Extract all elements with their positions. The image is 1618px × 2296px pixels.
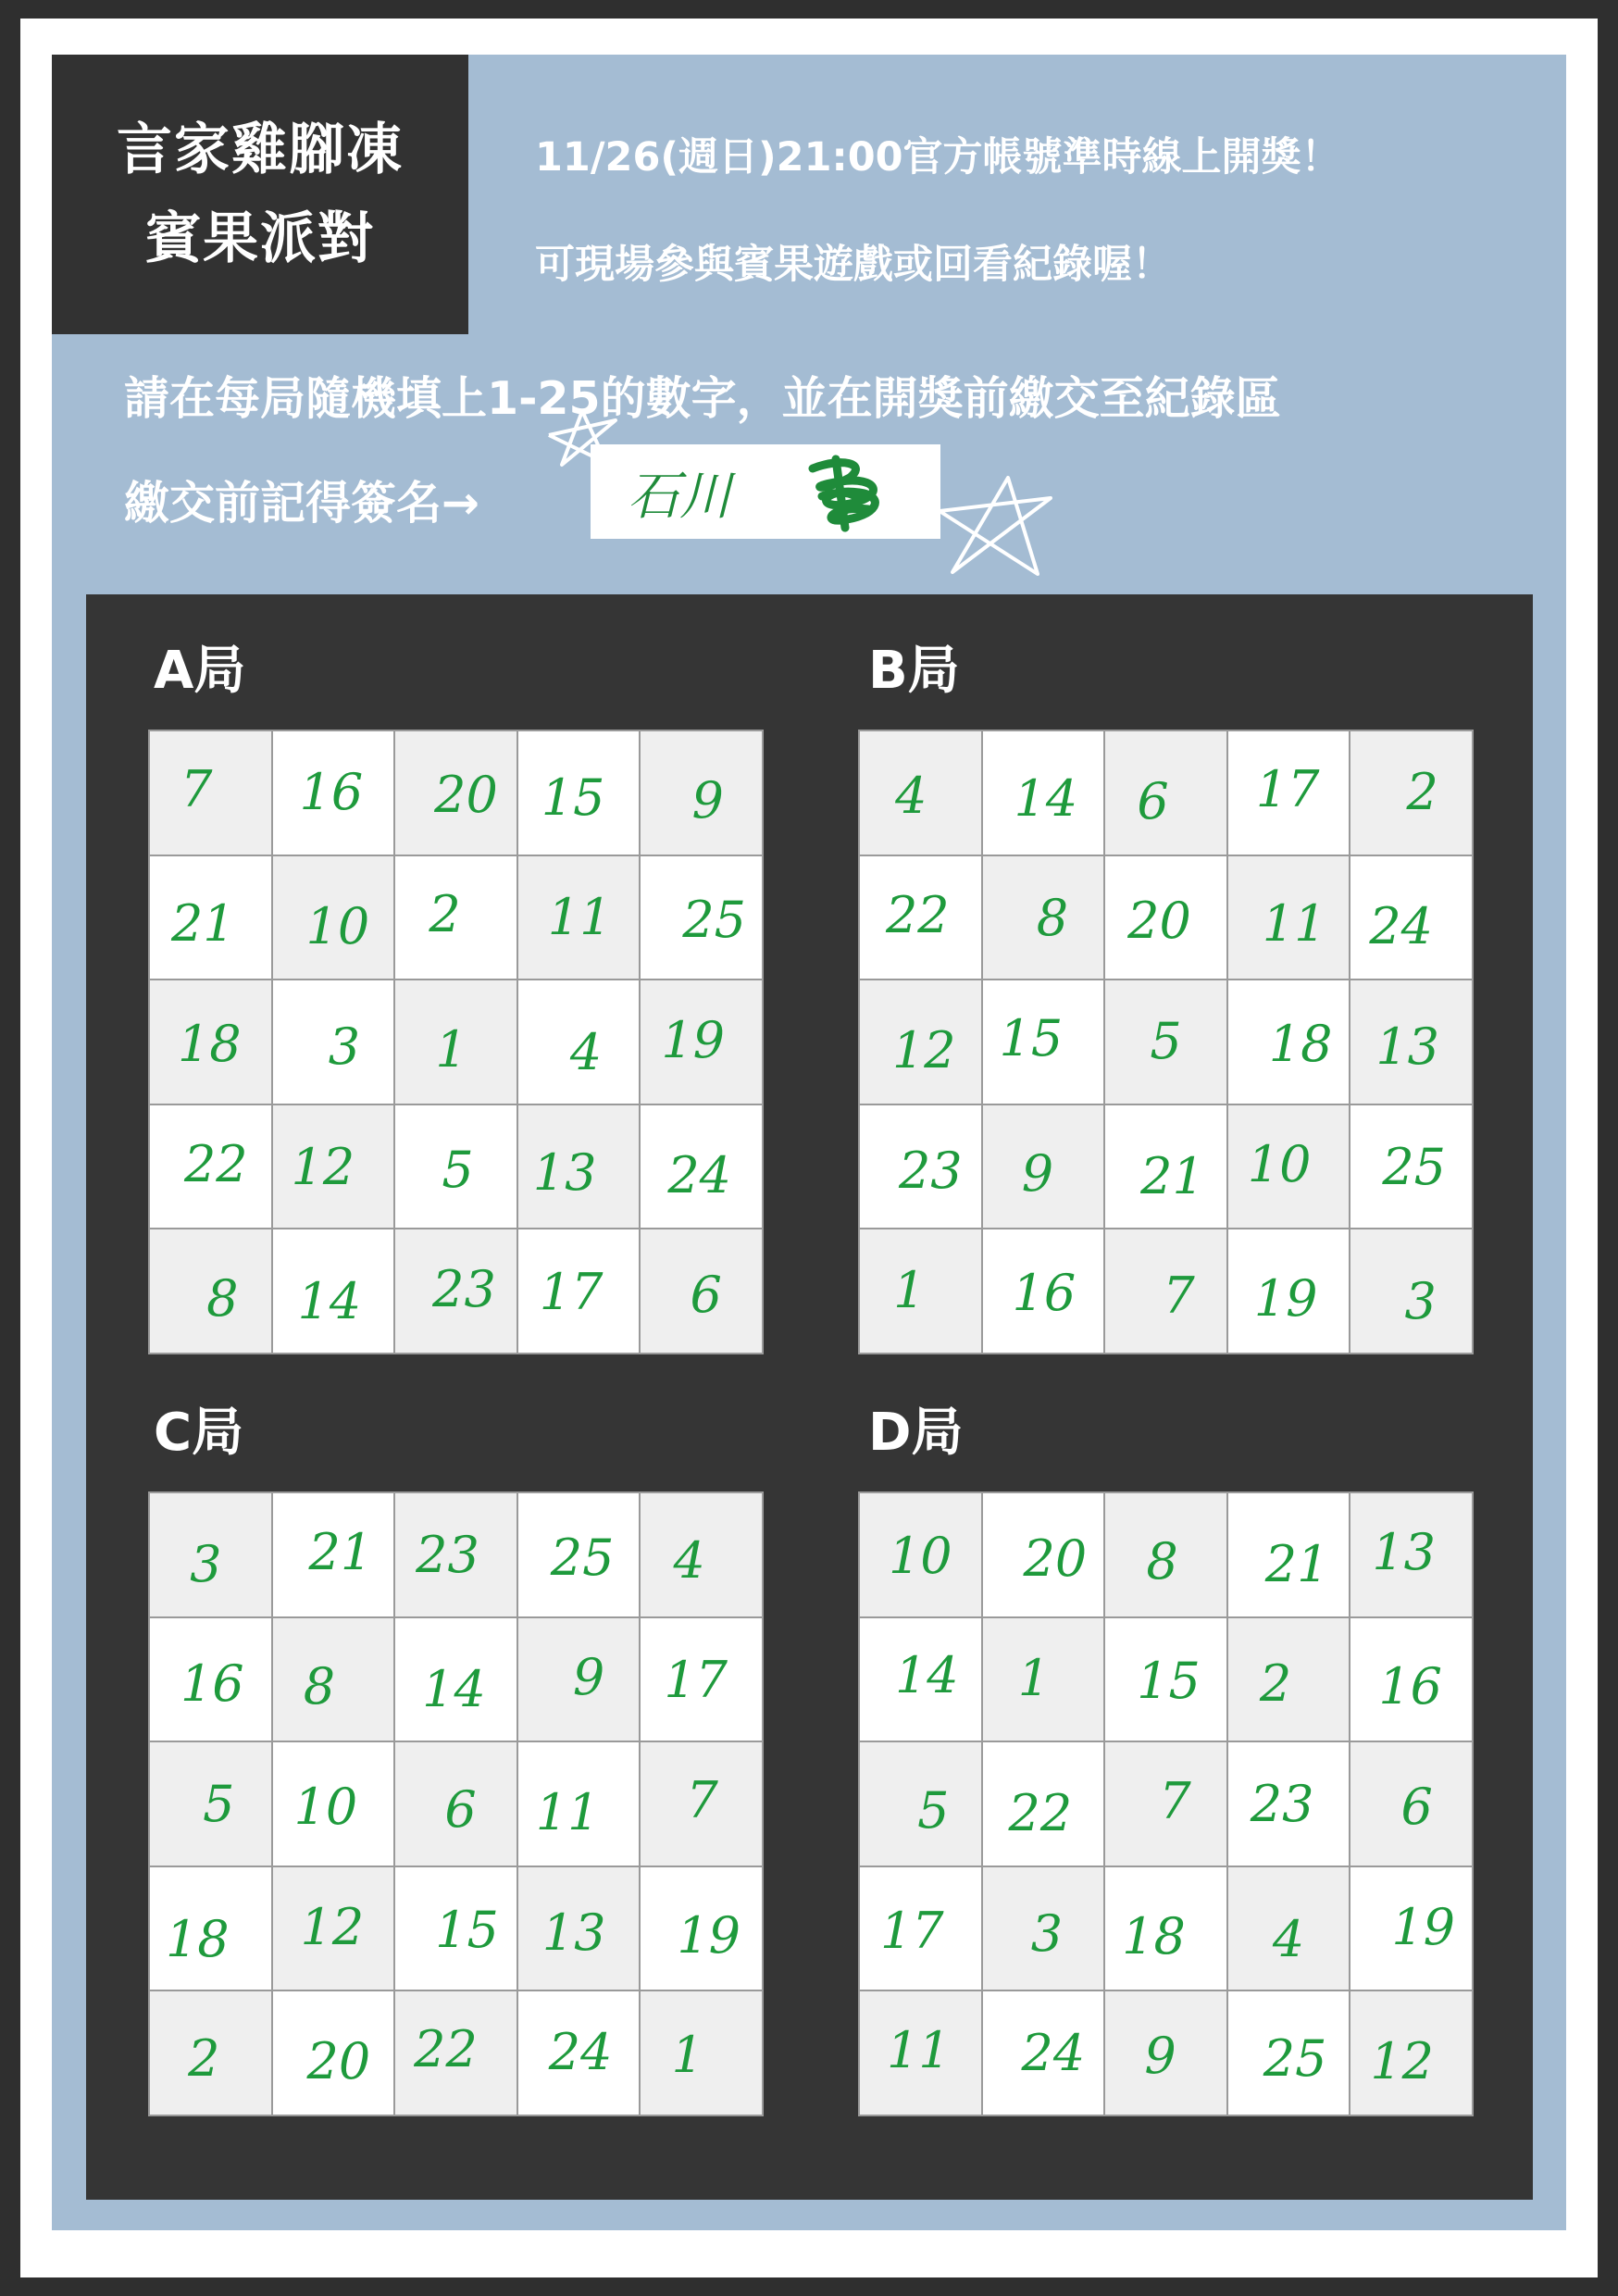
bingo-number: 24 [548, 2023, 613, 2082]
bingo-cell[interactable] [273, 1493, 394, 1616]
bingo-grid-b [858, 730, 1474, 1354]
bingo-cell[interactable] [518, 1991, 640, 2115]
bingo-cell[interactable] [641, 1493, 762, 1616]
bingo-number: 1 [435, 1019, 467, 1079]
bingo-number: 17 [1255, 759, 1320, 818]
bingo-cell[interactable] [860, 856, 981, 980]
bingo-cell[interactable] [983, 1742, 1104, 1866]
bingo-number: 18 [1268, 1014, 1333, 1073]
bingo-number: 25 [1382, 1137, 1447, 1196]
bingo-number: 18 [177, 1014, 242, 1073]
bingo-number: 13 [1375, 1017, 1440, 1076]
bingo-number: 25 [1263, 2029, 1327, 2089]
bingo-cell[interactable] [641, 1105, 762, 1229]
bingo-cell[interactable] [395, 731, 517, 855]
bingo-number: 12 [891, 1020, 956, 1079]
bingo-cell[interactable] [1350, 980, 1472, 1104]
bingo-number: 7 [180, 759, 213, 818]
bingo-number: 16 [299, 762, 364, 821]
bingo-number: 24 [1369, 897, 1434, 956]
bingo-cell[interactable] [983, 1229, 1104, 1353]
bingo-number: 22 [885, 886, 950, 945]
bingo-cell[interactable] [273, 1618, 394, 1741]
bingo-number: 10 [293, 1777, 358, 1836]
bingo-number: 6 [1137, 771, 1169, 830]
bingo-cell[interactable] [150, 1105, 271, 1229]
bingo-number: 3 [1030, 1903, 1064, 1963]
bingo-cell[interactable] [1228, 1742, 1350, 1866]
bingo-number: 11 [547, 888, 612, 947]
bingo-number: 15 [1137, 1652, 1201, 1711]
bingo-number: 18 [165, 1909, 230, 1968]
bingo-cell[interactable] [1228, 1991, 1350, 2115]
bingo-number: 9 [1144, 2027, 1176, 2086]
bingo-cell[interactable] [273, 1105, 394, 1229]
bingo-cell[interactable] [1228, 980, 1350, 1104]
bingo-number: 2 [1406, 762, 1438, 821]
bingo-cell[interactable] [1350, 1229, 1472, 1353]
bingo-number: 6 [1400, 1777, 1433, 1836]
bingo-number: 5 [203, 1774, 235, 1833]
bingo-cell[interactable] [1350, 1742, 1472, 1866]
bingo-cell[interactable] [518, 1493, 640, 1616]
bingo-number: 10 [305, 897, 370, 956]
bingo-number: 2 [429, 885, 461, 944]
bingo-number: 8 [1036, 889, 1069, 948]
bingo-cell[interactable] [1228, 1105, 1350, 1229]
bingo-number: 19 [1391, 1897, 1456, 1956]
bingo-cell[interactable] [860, 731, 981, 855]
bingo-number: 15 [435, 1900, 499, 1959]
signature-name: 石川 [628, 467, 731, 527]
bingo-cell[interactable] [395, 1618, 517, 1741]
bingo-cell[interactable] [641, 980, 762, 1104]
bingo-number: 19 [1253, 1269, 1318, 1329]
bingo-cell[interactable] [1105, 1991, 1226, 2115]
bingo-cell[interactable] [641, 856, 762, 980]
bingo-cell[interactable] [1228, 1493, 1350, 1616]
bingo-number: 21 [1264, 1534, 1329, 1593]
bingo-number: 22 [414, 2020, 478, 2079]
bingo-cell[interactable] [150, 980, 271, 1104]
bingo-cell[interactable] [983, 1618, 1104, 1741]
bingo-cell[interactable] [1228, 731, 1350, 855]
bingo-number: 13 [541, 1903, 606, 1962]
bingo-number: 12 [291, 1137, 355, 1196]
bingo-number: 3 [190, 1534, 222, 1593]
bingo-number: 24 [667, 1145, 732, 1204]
bingo-number: 12 [1370, 2032, 1435, 2091]
bingo-cell[interactable] [395, 1229, 517, 1353]
bingo-cell[interactable] [1105, 1618, 1226, 1741]
title-line-1: 言家雞腳凍 [117, 118, 404, 182]
bingo-cell[interactable] [518, 856, 640, 980]
bingo-number: 19 [677, 1905, 741, 1965]
bingo-number: 16 [180, 1654, 244, 1714]
bingo-number: 5 [1150, 1011, 1182, 1070]
bingo-number: 20 [1127, 892, 1191, 951]
bingo-number: 16 [1012, 1264, 1077, 1323]
bingo-number: 7 [1163, 1267, 1195, 1326]
bingo-number: 23 [416, 1525, 479, 1584]
bingo-number: 24 [1021, 2024, 1086, 2083]
bingo-cell[interactable] [273, 856, 394, 980]
bingo-cell[interactable] [860, 980, 981, 1104]
signature-field[interactable] [591, 444, 940, 539]
bingo-number: 16 [1378, 1657, 1443, 1716]
bingo-cell[interactable] [1105, 980, 1226, 1104]
bingo-number: 2 [188, 2029, 220, 2089]
bingo-number: 25 [550, 1528, 615, 1587]
bingo-cell[interactable] [150, 731, 271, 855]
bingo-number: 9 [691, 770, 724, 830]
bingo-cell[interactable] [273, 1991, 394, 2115]
bingo-cell[interactable] [983, 1105, 1104, 1229]
bingo-number: 13 [532, 1142, 597, 1202]
bingo-number: 21 [170, 894, 235, 954]
bingo-number: 15 [541, 767, 605, 827]
bingo-cell[interactable] [641, 731, 762, 855]
bingo-cell[interactable] [1350, 1867, 1472, 1990]
bingo-cell[interactable] [860, 1867, 981, 1990]
bingo-number: 22 [1008, 1783, 1073, 1842]
bingo-number: 10 [888, 1526, 952, 1585]
bingo-cell[interactable] [1228, 1229, 1350, 1353]
bingo-cell[interactable] [860, 1105, 981, 1229]
bingo-number: 11 [886, 2021, 951, 2080]
bingo-number: 7 [1159, 1771, 1191, 1830]
bingo-number: 9 [1021, 1143, 1054, 1203]
bingo-number: 14 [297, 1272, 362, 1331]
game-label-c: C局 [154, 1403, 244, 1463]
title-line-2: 賓果派對 [145, 206, 375, 271]
bingo-number: 5 [442, 1140, 474, 1199]
bingo-number: 14 [422, 1660, 486, 1719]
bingo-number: 1 [671, 2026, 703, 2085]
doodle-star-large-icon [930, 470, 1060, 580]
bingo-cell[interactable] [1228, 1867, 1350, 1990]
bingo-cell[interactable] [395, 1867, 517, 1990]
bingo-number: 5 [917, 1780, 950, 1840]
bingo-cell[interactable] [518, 1105, 640, 1229]
bingo-cell[interactable] [1350, 1618, 1472, 1741]
bingo-cell[interactable] [983, 731, 1104, 855]
bingo-cell[interactable] [150, 1229, 271, 1353]
bingo-cell[interactable] [1350, 731, 1472, 855]
bingo-cell[interactable] [150, 1867, 271, 1990]
bingo-number: 21 [1140, 1146, 1204, 1205]
bingo-cell[interactable] [983, 1867, 1104, 1990]
bingo-number: 4 [1272, 1909, 1305, 1968]
bingo-cell[interactable] [395, 980, 517, 1104]
bingo-cell[interactable] [860, 1618, 981, 1741]
bingo-cell[interactable] [150, 1493, 271, 1616]
bingo-number: 10 [1247, 1134, 1312, 1193]
instruction-text: 請在每局隨機填上1-25的數字，並在開獎前繳交至紀錄區 [124, 372, 1281, 425]
replay-note-text: 可現場參與賓果遊戲或回看紀錄喔！ [535, 242, 1172, 288]
bingo-number: 14 [894, 1646, 959, 1705]
bingo-cell[interactable] [1350, 1493, 1472, 1616]
bingo-number: 8 [206, 1269, 239, 1329]
bingo-number: 11 [535, 1782, 600, 1841]
bingo-number: 23 [432, 1260, 496, 1319]
bingo-number: 19 [661, 1010, 726, 1069]
bingo-number: 17 [879, 1901, 944, 1960]
bingo-cell[interactable] [1105, 1105, 1226, 1229]
bingo-cell[interactable] [860, 1229, 981, 1353]
bingo-cell[interactable] [395, 1105, 517, 1229]
bingo-cell[interactable] [983, 1493, 1104, 1616]
bingo-number: 7 [686, 1770, 718, 1829]
bingo-cell[interactable] [518, 1229, 640, 1353]
bingo-number: 21 [308, 1522, 373, 1581]
bingo-number: 8 [303, 1657, 336, 1716]
bingo-cell[interactable] [860, 1991, 981, 2115]
bingo-number: 17 [664, 1651, 728, 1710]
bingo-number: 4 [569, 1022, 603, 1081]
bingo-number: 8 [1146, 1531, 1178, 1591]
bingo-cell[interactable] [518, 1867, 640, 1990]
bingo-grid-c [148, 1491, 764, 2116]
bingo-number: 23 [1250, 1774, 1314, 1833]
bingo-number: 13 [1372, 1522, 1437, 1581]
bingo-number: 1 [893, 1261, 926, 1320]
bingo-number: 20 [306, 2032, 371, 2091]
bingo-number: 18 [1122, 1906, 1186, 1965]
bingo-cell[interactable] [273, 1867, 394, 1990]
bingo-cell[interactable] [395, 856, 517, 980]
bingo-cell[interactable] [150, 1742, 271, 1866]
bingo-cell[interactable] [395, 1742, 517, 1866]
bingo-grid-d [858, 1491, 1474, 2116]
bingo-cell[interactable] [1228, 856, 1350, 980]
bingo-cell[interactable] [1105, 1229, 1226, 1353]
bingo-cell[interactable] [1228, 1618, 1350, 1741]
bingo-cell[interactable] [1350, 1105, 1472, 1229]
bingo-cell[interactable] [983, 1991, 1104, 2115]
bingo-cell[interactable] [150, 1991, 271, 2115]
bingo-cell[interactable] [1105, 1867, 1226, 1990]
bingo-cell[interactable] [1105, 856, 1226, 980]
bingo-number: 17 [539, 1263, 604, 1322]
bingo-number: 11 [1262, 894, 1326, 954]
bingo-cell[interactable] [1105, 731, 1226, 855]
bingo-cell[interactable] [1350, 856, 1472, 980]
bingo-cell[interactable] [641, 1991, 762, 2115]
bingo-number: 25 [682, 891, 747, 950]
bingo-number: 3 [328, 1017, 361, 1076]
bingo-number: 1 [1017, 1649, 1051, 1708]
bingo-cell[interactable] [860, 1742, 981, 1866]
game-label-a: A局 [154, 641, 246, 701]
bingo-cell[interactable] [150, 856, 271, 980]
bingo-cell[interactable] [150, 1618, 271, 1741]
bingo-number: 23 [898, 1141, 963, 1200]
bingo-number: 20 [1023, 1529, 1088, 1588]
bingo-cell[interactable] [273, 731, 394, 855]
bingo-cell[interactable] [273, 1229, 394, 1353]
bingo-cell[interactable] [518, 1618, 640, 1741]
bingo-cell[interactable] [518, 731, 640, 855]
bingo-cell[interactable] [518, 980, 640, 1104]
bingo-cell[interactable] [983, 856, 1104, 980]
bingo-number: 3 [1404, 1272, 1437, 1331]
bingo-cell[interactable] [395, 1493, 517, 1616]
bingo-cell[interactable] [1105, 1493, 1226, 1616]
bingo-grid-a [148, 730, 764, 1354]
bingo-cell[interactable] [983, 980, 1104, 1104]
title-box [52, 55, 468, 334]
bingo-cell[interactable] [518, 1742, 640, 1866]
game-label-b: B局 [868, 641, 960, 701]
bingo-number: 15 [999, 1008, 1064, 1067]
bingo-cell[interactable] [1350, 1991, 1472, 2115]
bingo-cell[interactable] [273, 980, 394, 1104]
bingo-cell[interactable] [1105, 1742, 1226, 1866]
bingo-number: 9 [572, 1648, 605, 1707]
bingo-number: 22 [183, 1134, 248, 1193]
bingo-number: 4 [673, 1530, 705, 1590]
bingo-cell[interactable] [641, 1618, 762, 1741]
bingo-number: 14 [1014, 768, 1078, 828]
bingo-number: 12 [300, 1897, 365, 1956]
bingo-cell[interactable] [641, 1742, 762, 1866]
sign-label: 繳交前記得簽名→ [124, 477, 480, 530]
bingo-cell[interactable] [860, 1493, 981, 1616]
signature-scribble [785, 450, 905, 535]
game-label-d: D局 [868, 1403, 964, 1463]
bingo-cell[interactable] [273, 1742, 394, 1866]
bingo-number: 6 [444, 1779, 477, 1839]
bingo-number: 4 [895, 766, 927, 825]
draw-time-text: 11/26(週日)21:00官方帳號準時線上開獎！ [535, 134, 1341, 181]
bingo-number: 6 [690, 1266, 722, 1325]
bingo-number: 2 [1259, 1654, 1292, 1714]
bingo-cell[interactable] [641, 1867, 762, 1990]
bingo-cell[interactable] [641, 1229, 762, 1353]
bingo-number: 20 [434, 765, 498, 824]
bingo-cell[interactable] [395, 1991, 517, 2115]
